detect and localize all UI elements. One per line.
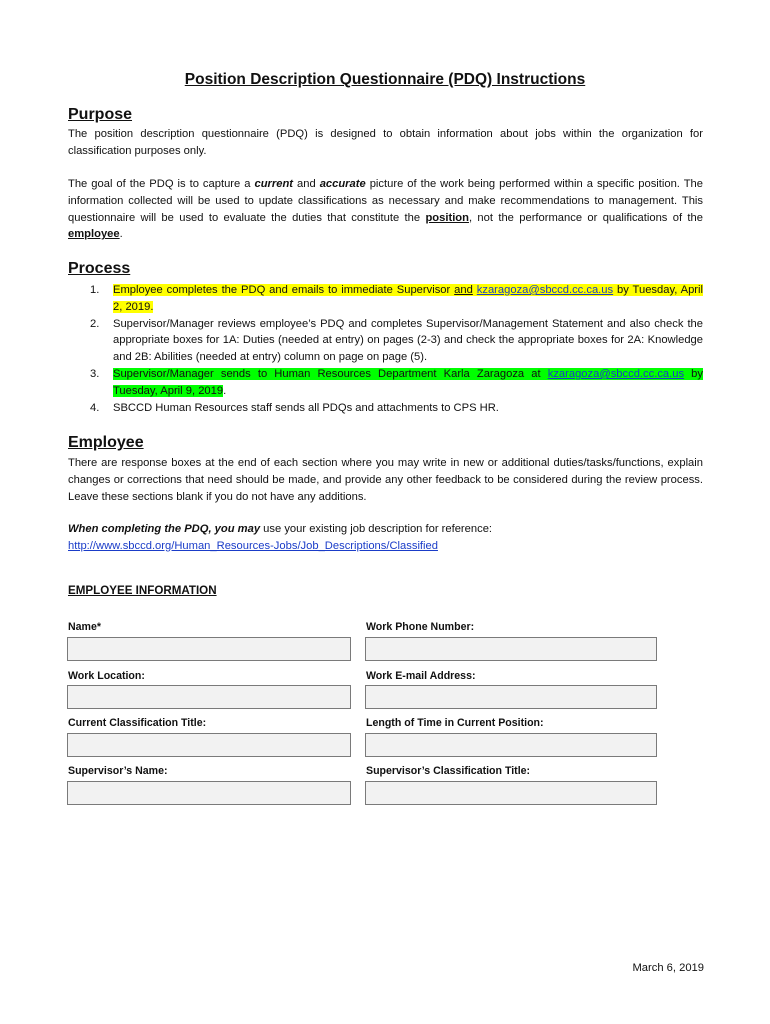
process-step-4: 4. SBCCD Human Resources staff sends all PDQs and attachments to CPS HR. xyxy=(90,401,499,414)
process-heading: Process xyxy=(68,260,131,277)
page-title: Position Description Questionnaire (PDQ) Instructions xyxy=(184,71,586,88)
work-location-field[interactable] xyxy=(67,685,351,709)
name-label: Name* xyxy=(68,621,101,633)
purpose-paragraph-1: The position description questionnaire (PDQ) is designed to obtain information about jobs within the organization for classification purposes only. xyxy=(68,128,703,157)
work-phone-field[interactable] xyxy=(365,637,657,661)
supervisor-name-field[interactable] xyxy=(67,781,351,805)
footer-date: March 6, 2019 xyxy=(632,962,704,974)
employee-heading: Employee xyxy=(68,434,144,451)
purpose-paragraph-2: The goal of the PDQ is to capture a current and accurate picture of the work being performed within a specific position. The information collected will be used to update classifications as necessary and make recommendations to management. This questionnaire will be used to evaluate the duties that constitute the position, not the performance or qualifications of the employee. xyxy=(68,178,703,241)
email-link[interactable]: kzaragoza@sbccd.cc.ca.us xyxy=(476,284,614,296)
process-list xyxy=(68,282,703,416)
supervisor-name-label: Supervisor’s Name: xyxy=(68,765,168,777)
process-step-1: 1. Employee completes the PDQ and emails to immediate Supervisor and kzaragoza@sbccd.cc.ca.us by Tuesday, April 2, 2019. xyxy=(90,284,703,313)
reference-paragraph: When completing the PDQ, you may use your existing job description for reference: http://www.sbccd.org/Human_Resources-Jobs/Job_Descriptions/Classified xyxy=(68,523,493,552)
job-descriptions-link[interactable]: http://www.sbccd.org/Human_Resources-Jobs/Job_Descriptions/Classified xyxy=(68,539,438,552)
time-in-position-field[interactable] xyxy=(365,733,657,757)
classification-title-label: Current Classification Title: xyxy=(68,717,207,729)
purpose-heading: Purpose xyxy=(68,106,133,123)
process-step-2: 2. Supervisor/Manager reviews employee’s PDQ and completes Supervisor/Management Statement and also check the appropriate boxes for 1A: Duties (needed at entry) on pages (2-3) and check the appropriate boxes for 2A: Knowledge and 2B: Abilities (needed at entry) column on page on page (5). xyxy=(90,317,703,364)
email-link[interactable]: kzaragoza@sbccd.cc.ca.us xyxy=(547,367,685,380)
supervisor-classification-title-field[interactable] xyxy=(365,781,657,805)
work-email-label: Work E-mail Address: xyxy=(366,670,476,682)
work-location-label: Work Location: xyxy=(68,670,145,682)
work-email-field[interactable] xyxy=(365,685,657,709)
work-phone-label: Work Phone Number: xyxy=(366,621,475,633)
process-step-3: 3. Supervisor/Manager sends to Human Resources Department Karla Zaragoza at kzaragoza@sbccd.cc.ca.us by Tuesday, April 9, 2019. xyxy=(90,367,703,397)
employee-information-label: EMPLOYEE INFORMATION xyxy=(68,584,217,597)
classification-title-field[interactable] xyxy=(67,733,351,757)
employee-paragraph: There are response boxes at the end of each section where you may write in new or additional duties/tasks/functions, explain changes or corrections that need should be made, and provide any other feedback to be considered during the review process. Leave these sections blank if you do not have any additions. xyxy=(68,457,703,503)
supervisor-classification-title-label: Supervisor’s Classification Title: xyxy=(366,765,531,777)
name-field[interactable] xyxy=(67,637,351,661)
time-in-position-label: Length of Time in Current Position: xyxy=(366,717,544,729)
